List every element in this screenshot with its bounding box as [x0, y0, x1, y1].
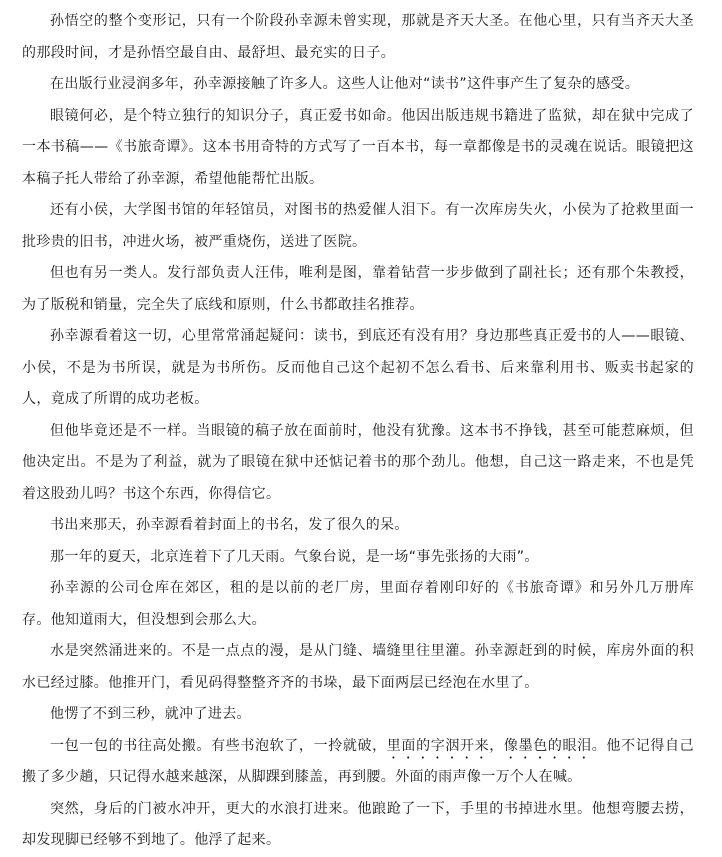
paragraph: 孙悟空的整个变形记，只有一个阶段孙幸源未曾实现，那就是齐天大圣。在他心里，只有当齐天大圣的那段时间，才是孙悟空最自由、最舒坦、最充实的日子。 [22, 13, 694, 61]
paragraph: 他愣了不到三秒，就冲了进去。 [50, 706, 251, 722]
paragraph-with-emphasis [22, 731, 694, 794]
paragraph: 那一年的夏天，北京连着下了几天雨。气象台说，是一场“事先张扬的大雨”。 [50, 548, 539, 565]
paragraph: 孙幸源的公司仓库在郊区，租的是以前的老厂房，里面存着刚印好的《书旅奇谭》和另外几万册库存。他知道雨大，但没想到会那么大。 [22, 580, 694, 628]
paragraph: 书出来那天，孙幸源看着封面上的书名，发了很久的呆。 [50, 517, 409, 533]
paragraph-text: 一包一包的书往高处搬。有些书泡软了，一拎就破， [50, 737, 387, 754]
paragraph-text: 。他不记得自己搬了多少趟，只记得水越来越深，从脚踝到膝盖，再到腰。外面的雨声像一万个人在喊。 [22, 737, 694, 785]
paragraph: 但他毕竟还是不一样。当眼镜的稿子放在面前时，他没有犹豫。这本书不挣钱，甚至可能惹麻烦，但他决定出。不是为了利益，就为了眼镜在狱中还惦记着书的那个劲儿。他想，自己这一路走来，不也是凭着这股劲儿吗？书这个东西，你得信它。 [22, 422, 694, 502]
emphasized-phrase: 里面的字洇开来，像墨色的眼泪 [386, 737, 592, 754]
paragraph: 还有小侯，大学图书馆的年轻馆员，对图书的热爱催人泪下。有一次库房失火，小侯为了抢救里面一批珍贵的旧书，冲进火场，被严重烧伤，送进了医院。 [22, 202, 694, 250]
paragraph: 孙幸源看着这一切，心里常常涌起疑问：读书，到底还有没有用？身边那些真正爱书的人——眼镜、小侯，不是为书所误，就是为书所伤。反而他自己这个起初不怎么看书、后来靠利用书、贩卖书起家的人，竟成了所谓的成功老板。 [22, 328, 694, 407]
paragraph: 但也有另一类人。发行部负责人汪伟，唯利是图，靠着钻营一步步做到了副社长；还有那个朱教授，为了版税和销量，完全失了底线和原则，什么书都敢挂名推荐。 [22, 265, 694, 313]
paragraph: 眼镜何必，是个特立独行的知识分子，真正爱书如命。他因出版违规书籍进了监狱，却在狱中完成了一本书稿——《书旅奇谭》。这本书用奇特的方式写了一百本书，每一章都像是书的灵魂在说话。眼镜把这本稿子托人带给了孙幸源，希望他能帮忙出版。 [22, 107, 694, 187]
paragraph: 在出版行业浸润多年，孙幸源接触了许多人。这些人让他对“读书”这件事产生了复杂的感受。 [50, 76, 640, 92]
paragraph: 突然，身后的门被水冲开，更大的水浪打进来。他踉跄了一下，手里的书掉进水里。他想弯腰去捞，却发现脚已经够不到地了。他浮了起来。 [22, 800, 694, 848]
paragraph: 水是突然涌进来的。不是一点点的漫，是从门缝、墙缝里往里灌。孙幸源赶到的时候，库房外面的积水已经过膝。他推开门，看见码得整整齐齐的书垛，最下面两层已经泡在水里了。 [22, 643, 694, 691]
